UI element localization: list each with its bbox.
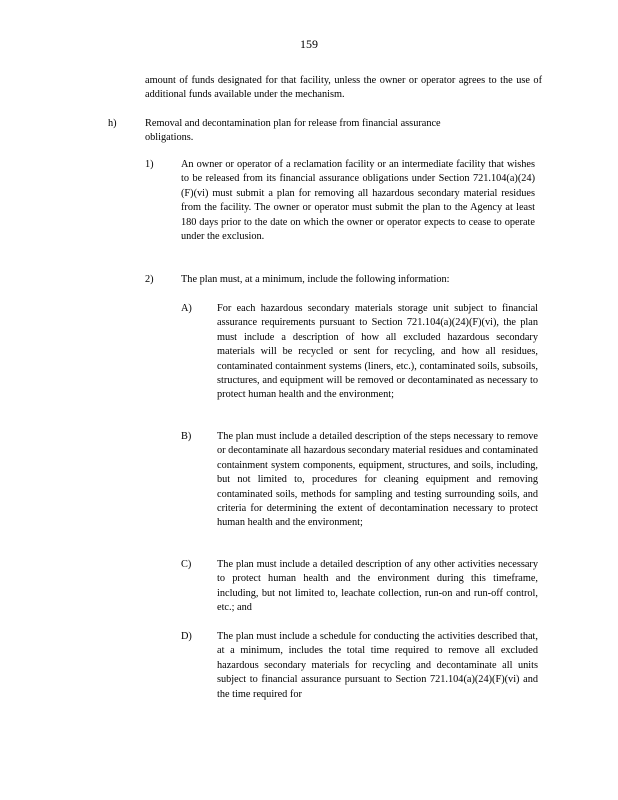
subitem-d-label: D): [181, 631, 192, 642]
item-1-label: 1): [145, 159, 154, 170]
subitem-d-text: The plan must include a schedule for conducting the activities described that, at a minimum, includes the total time required to remove all excluded hazardous secondary materials for recycling and decontaminate all units subject to financial assurance pursuant to Section 721.104(a)(24)(F)(vi) and the time required for: [217, 631, 538, 700]
subitem-c-text: The plan must include a detailed description of any other activities necessary to protect human health and the environment during this timeframe, including, but not limited to, leachate collection, run-on and run-off control, etc.; and: [217, 559, 538, 614]
item-1-text: An owner or operator of a reclamation facility or an intermediate facility that wishes to be released from its financial assurance obligations under Section 721.104(a)(24)(F)(vi) must submit a plan for removing all hazardous secondary material residues from the facility. The owner or operator must submit the plan to the Agency at least 180 days prior to the date on which the owner or operator expects to cease to operate under the exclusion.: [181, 159, 535, 243]
page-number: 159: [300, 37, 318, 51]
section-h-title: Removal and decontamination plan for release from financial assurance obligations.: [145, 118, 441, 144]
intro-paragraph: amount of funds designated for that facility, unless the owner or operator agrees to the use of additional funds available under the mechanism.: [145, 75, 542, 101]
item-2-label: 2): [145, 274, 154, 285]
subitem-b-text: The plan must include a detailed description of the steps necessary to remove or decontaminate all hazardous secondary material residues and contaminated containment system components, equipment, structures, and soils, including, but not limited to, procedures for cleaning equipment and removing contaminated soils, methods for sampling and testing surrounding soils, and criteria for determining the extent of decontamination necessary to protect human health and the environment;: [217, 431, 538, 529]
subitem-c-label: C): [181, 559, 192, 570]
subitem-a-text: For each hazardous secondary materials storage unit subject to financial assurance requirements pursuant to Section 721.104(a)(24)(F)(vi), the plan must include a description of how all excluded hazardous secondary materials will be recycled or sent for recycling, and how all residues, contaminated containment systems (liners, etc.), contaminated soils, subsoils, structures, and equipment will be removed or decontaminated as necessary to protect human health and the environment;: [217, 303, 538, 401]
subitem-b-label: B): [181, 431, 192, 442]
subitem-a-label: A): [181, 303, 192, 314]
section-h-label: h): [108, 118, 117, 129]
item-2-text: The plan must, at a minimum, include the following information:: [181, 274, 450, 285]
